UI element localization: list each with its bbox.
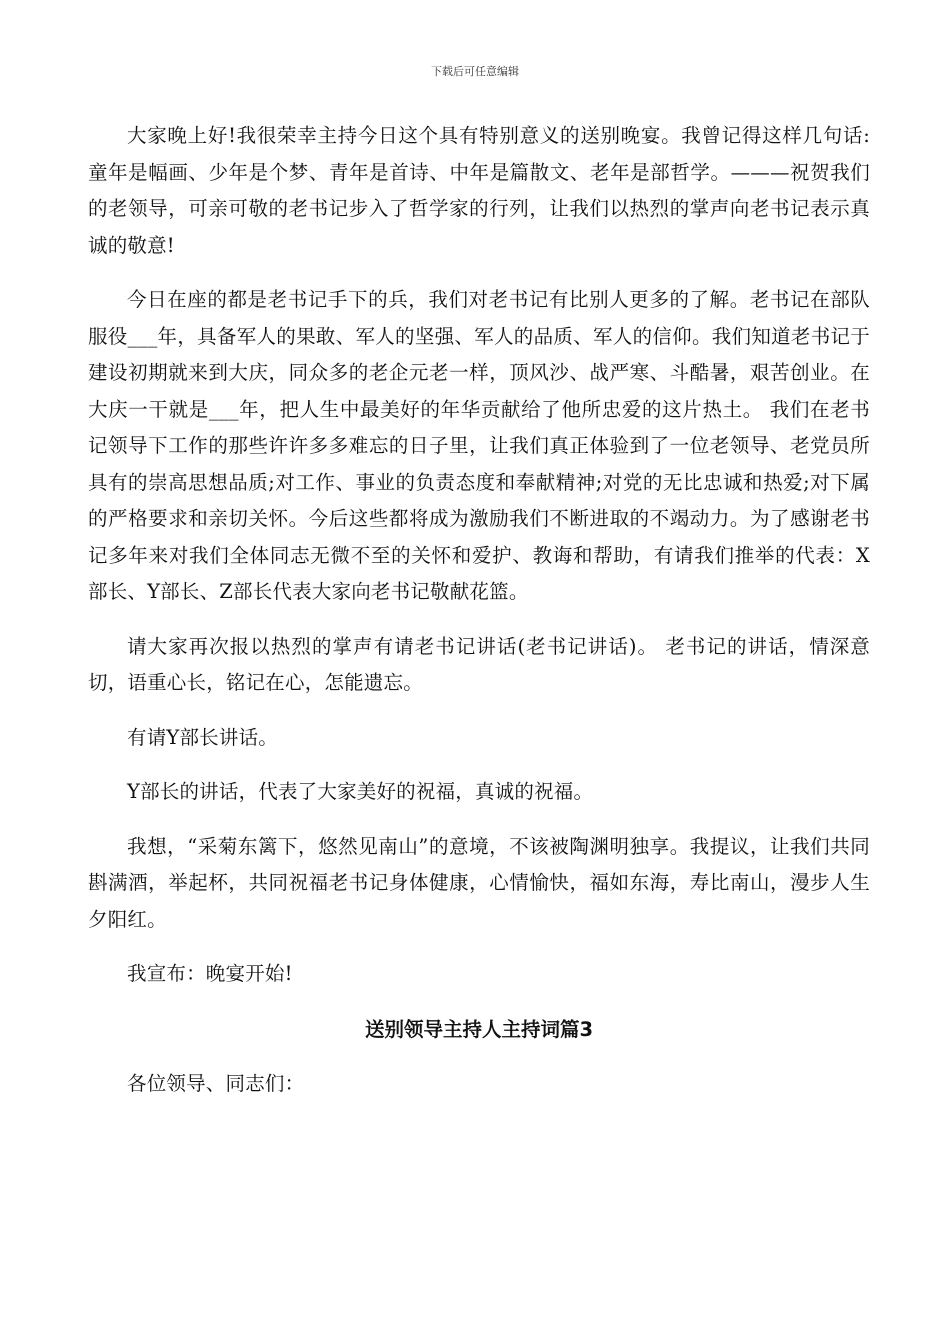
page-header-note: 下载后可任意编辑 [431, 65, 519, 78]
paragraph-career: 今日在座的都是老书记手下的兵，我们对老书记有比别人更多的了解。老书记在部队服役___年，具备军人的果敢、军人的坚强、军人的品质、军人的信仰。我们知道老书记于建设初期就来到大庆，同众多的老企元老一样，顶风沙、战严寒、斗酷暑，艰苦创业。在大庆一干就是___年，把人生中最美好的年华贡献给了他所忠爱的这片热土。 我们在老书记领导下工作的那些许许多多难忘的日子里，让我们真正体验到了一位老领导、老党员所具有的崇高思想品质;对工作、事业的负责态度和奉献精神;对党的无比忠诚和热爱;对下属的严格要求和亲切关怀。今后这些都将成为激励我们不断进取的不竭动力。为了感谢老书记多年来对我们全体同志无微不至的关怀和爱护、教诲和帮助，有请我们推举的代表：X部长、Y部长、Z部长代表大家向老书记敬献花篮。 [88, 288, 870, 603]
paragraph-y-invite: 有请Y部长讲话。 [127, 725, 278, 749]
paragraph-toast: 我想，“采菊东篱下，悠然见南山”的意境，不该被陶渊明独享。我提议，让我们共同斟满酒，举起杯，共同祝福老书记身体健康，心情愉快，福如东海，寿比南山，漫步人生夕阳红。 [88, 834, 870, 931]
paragraph-speech-invite: 请大家再次报以热烈的掌声有请老书记讲话(老书记讲话)。 老书记的讲话，情深意切，语重心长，铭记在心，怎能遗忘。 [88, 634, 870, 694]
paragraph-greeting: 大家晚上好!我很荣幸主持今日这个具有特别意义的送别晚宴。我曾记得这样几句话:童年是幅画、少年是个梦、青年是首诗、中年是篇散文、老年是部哲学。———祝贺我们的老领导，可亲可敬的老书记步入了哲学家的行列，让我们以热烈的掌声向老书记表示真诚的敬意! [88, 124, 870, 257]
paragraph-opening: 各位领导、同志们： [127, 1072, 305, 1095]
paragraph-announce: 我宣布：晚宴开始! [127, 962, 293, 985]
paragraph-y-summary: Y部长的讲话，代表了大家美好的祝福，真诚的祝福。 [127, 780, 594, 803]
document-body [88, 118, 870, 1103]
section-title: 送别领导主持人主持词篇3 [364, 1017, 594, 1041]
